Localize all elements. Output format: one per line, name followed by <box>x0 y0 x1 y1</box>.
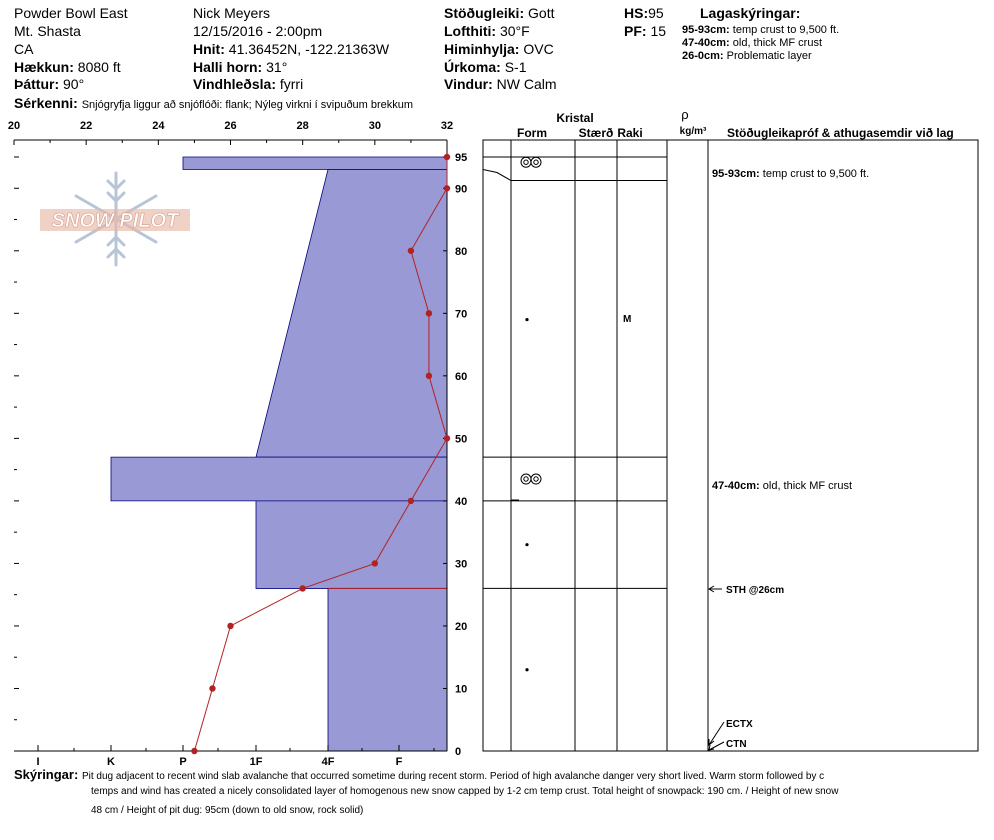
svg-text:ECTX: ECTX <box>726 719 753 730</box>
temp-point <box>209 685 215 691</box>
precip-field: Úrkoma: S-1 <box>444 59 527 75</box>
svg-text:47-40cm: old, thick MF crust: 47-40cm: old, thick MF crust <box>712 480 853 492</box>
slope-field: Halli horn: 31° <box>193 59 288 75</box>
test-ctn <box>709 739 747 750</box>
crystal-header: Kristal <box>556 111 594 125</box>
snowpilot-logo <box>40 173 190 265</box>
observer-name: Nick Meyers <box>193 5 271 21</box>
depth-tick-label: 70 <box>455 308 468 321</box>
layer-table <box>483 140 978 751</box>
moisture-mark: M <box>623 314 632 325</box>
features-field: Sérkenni: Snjógryfja liggur að snjóflóði: flank; Nýleg virkni í svipuðum brekkum <box>14 95 414 111</box>
form-header: Form <box>517 126 547 140</box>
depth-tick-label: 40 <box>455 495 468 508</box>
logo-text: SNOW PILOT <box>51 210 179 232</box>
layer-comment <box>712 480 852 492</box>
temp-tick-label: 20 <box>7 120 21 132</box>
comments-line: temps and wind has created a nicely consolidated layer of homogenous new snow capped by 1-2 cm temp crust. Total height of snowpack: 190 cm. / Height of new snow <box>91 786 839 797</box>
coordinates-field: Hnit: 41.36452N, -122.21363W <box>193 41 390 57</box>
depth-tick-label: 90 <box>455 183 468 196</box>
depth-tick-label: 80 <box>455 245 468 258</box>
temp-point <box>444 435 450 441</box>
depth-tick-label: 95 <box>455 152 468 164</box>
stability-field: Stöðugleiki: Gott <box>444 5 555 21</box>
hardness-bar <box>183 157 447 170</box>
tests-header: Stöðugleikapróf & athugasemdir við lag <box>727 126 954 140</box>
aspect-field: Þáttur: 90° <box>14 76 85 92</box>
grain-dot <box>525 318 528 321</box>
legend-item: 26-0cm: Problematic layer <box>682 50 812 62</box>
temp-point <box>408 498 414 504</box>
range-name: Mt. Shasta <box>14 23 81 39</box>
temp-tick-label: 22 <box>80 120 93 132</box>
location-name: Powder Bowl East <box>14 5 128 21</box>
hardness-tick-label: F <box>395 756 403 768</box>
hardness-bar <box>111 457 447 501</box>
temp-tick-label: 28 <box>296 120 309 132</box>
svg-text:CTN: CTN <box>726 739 747 750</box>
size-header: Stærð <box>578 126 614 140</box>
temp-tick-label: 32 <box>440 120 454 132</box>
hardness-tick-label: K <box>107 756 115 768</box>
moisture-header: Raki <box>617 126 643 140</box>
grain-dot <box>525 543 528 546</box>
temp-tick-label: 26 <box>224 120 237 132</box>
state-name: CA <box>14 41 34 57</box>
test-sth <box>709 585 784 596</box>
depth-tick-label: 30 <box>455 558 468 571</box>
comments-field: Skýringar: Pit dug adjacent to recent wind slab avalanche that occurred sometime during recent storm. Period of high avalanche danger very short lived. Warm storm followed by c <box>14 767 825 782</box>
legend-item: 47-40cm: old, thick MF crust <box>682 37 823 49</box>
wind-loading-field: Vindhleðsla: fyrri <box>193 76 304 92</box>
wind-field: Vindur: NW Calm <box>444 76 557 92</box>
temp-point <box>444 185 450 191</box>
depth-tick-label: 10 <box>455 683 468 696</box>
svg-text:95-93cm: temp crust to 9,500 f: 95-93cm: temp crust to 9,500 ft. <box>712 168 870 180</box>
temp-point <box>299 585 305 591</box>
temp-point <box>426 373 432 379</box>
layer-comment <box>712 168 869 180</box>
hardness-tick-label: 4F <box>321 756 335 768</box>
pf-field: PF: 15 <box>624 23 667 39</box>
observation-datetime: 12/15/2016 - 2:00pm <box>193 23 323 39</box>
grain-symbol-mf <box>521 157 541 167</box>
hardness-tick-label: P <box>179 756 187 768</box>
temp-point <box>426 310 432 316</box>
table-border <box>483 140 978 751</box>
hardness-bar <box>328 588 447 751</box>
hardness-profile <box>111 157 447 751</box>
comments-line: 48 cm / Height of pit dug: 95cm (down to old snow, rock solid) <box>91 805 364 816</box>
hardness-tick-label: I <box>36 756 40 768</box>
temp-tick-label: 30 <box>368 120 381 132</box>
temp-point <box>408 248 414 254</box>
hardness-bar <box>256 501 447 589</box>
depth-tick-label: 0 <box>455 746 462 758</box>
density-unit: kg/m³ <box>679 126 707 137</box>
hardness-bar <box>256 170 447 458</box>
grain-dot <box>525 668 528 671</box>
depth-tick-label: 20 <box>455 620 468 633</box>
hardness-tick-label: 1F <box>249 756 263 768</box>
temp-point <box>227 623 233 629</box>
temp-point <box>372 560 378 566</box>
density-symbol: ρ <box>681 107 689 122</box>
elevation-field: Hækkun: 8080 ft <box>14 59 121 75</box>
depth-tick-label: 50 <box>455 433 468 446</box>
svg-text:STH @26cm: STH @26cm <box>726 585 785 596</box>
legend-title: Lagaskýringar: <box>700 5 801 21</box>
temp-tick-label: 24 <box>152 120 165 132</box>
air-temp-field: Lofthiti: 30°F <box>444 23 530 39</box>
sky-field: Himinhylja: OVC <box>444 41 554 57</box>
temp-point <box>444 154 450 160</box>
depth-tick-label: 60 <box>455 370 468 383</box>
grain-symbol-mf <box>521 474 541 484</box>
layer-connector <box>483 170 511 181</box>
legend-item: 95-93cm: temp crust to 9,500 ft. <box>682 24 840 36</box>
hs-field: HS:95 <box>624 5 664 21</box>
temp-point <box>191 748 197 754</box>
